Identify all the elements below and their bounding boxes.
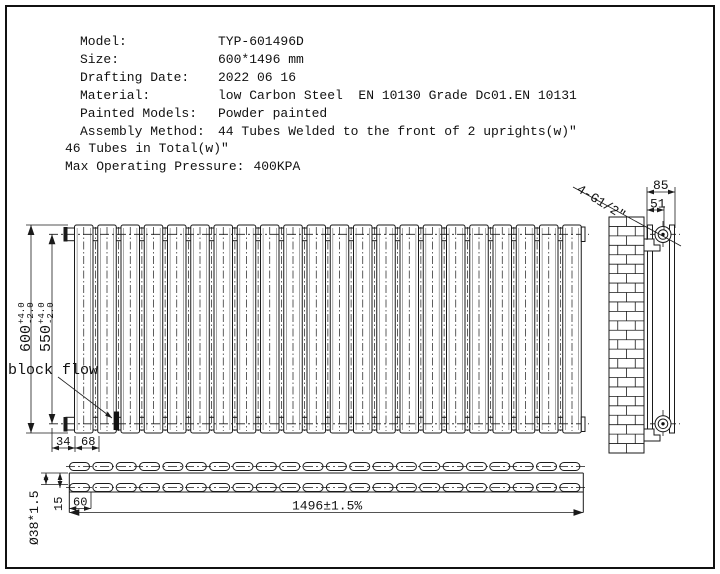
dim-text-60: 60: [73, 495, 88, 510]
dim-tol-minus: -2.0: [46, 302, 56, 324]
spec-label: Max Operating Pressure:: [65, 159, 245, 175]
dim-text-85: 85: [653, 178, 669, 193]
block-flow-label: block flow: [8, 362, 99, 379]
dim-text-15: 15: [52, 496, 66, 511]
spec-label: Assembly Method:: [80, 123, 205, 139]
dim-label-15: [52, 497, 66, 511]
dim-text-600: 600: [18, 324, 35, 352]
spec-value: 2022 06 16: [218, 69, 297, 85]
spec-label: Material:: [80, 87, 151, 103]
dim-label-600: [17, 302, 36, 352]
dim-tol-plus: +4.0: [17, 302, 27, 324]
top-view: [27, 463, 588, 546]
header-end-cap: [581, 227, 585, 242]
tube-spec-text: Ø38*1.5: [27, 490, 42, 545]
spec-value: TYP-601496D: [218, 34, 304, 49]
dim-text-34: 34: [56, 435, 71, 449]
dim-tol-plus: +4.0: [37, 302, 47, 324]
spec-value: Powder painted: [218, 105, 328, 121]
dim-text-51: 51: [650, 196, 666, 212]
spec-label: Model:: [80, 34, 127, 49]
header-end-cap: [64, 227, 68, 242]
header-end-cap: [581, 417, 585, 432]
dim-text-550: 550: [38, 324, 55, 352]
dim-label-550: [37, 302, 56, 352]
wall-bracket: [644, 429, 660, 441]
side-front-tube-row: [670, 225, 675, 433]
dim-text-1496: 1496±1.5%: [292, 498, 363, 514]
dim-tol-minus: -2.0: [26, 302, 36, 324]
tube-spec-label: [27, 490, 42, 545]
fitting-text: 4-G1/2″: [573, 181, 629, 224]
dim-text-68: 68: [81, 435, 96, 449]
blocked-tube-mark: [114, 412, 119, 431]
spec-value: low Carbon Steel EN 10130 Grade Dc01.EN 10131: [218, 87, 577, 103]
spec-value: 600*1496 mm: [218, 51, 304, 67]
spec-value: 44 Tubes Welded to the front of 2 uprights(w)″: [218, 123, 577, 139]
spec-label: 46 Tubes in Total(w)″: [65, 141, 229, 157]
fitting-center-dot: [661, 422, 664, 425]
front-view: [8, 225, 589, 452]
spec-label: Painted Models:: [80, 105, 198, 121]
side-back-tube-row: [648, 225, 653, 433]
side-view: [573, 178, 681, 453]
fitting-label: [574, 182, 628, 224]
spec-value: 400KPA: [253, 159, 301, 175]
spec-label: Drafting Date:: [80, 69, 190, 85]
spec-label: Size:: [80, 51, 120, 67]
header-end-cap: [64, 417, 68, 432]
